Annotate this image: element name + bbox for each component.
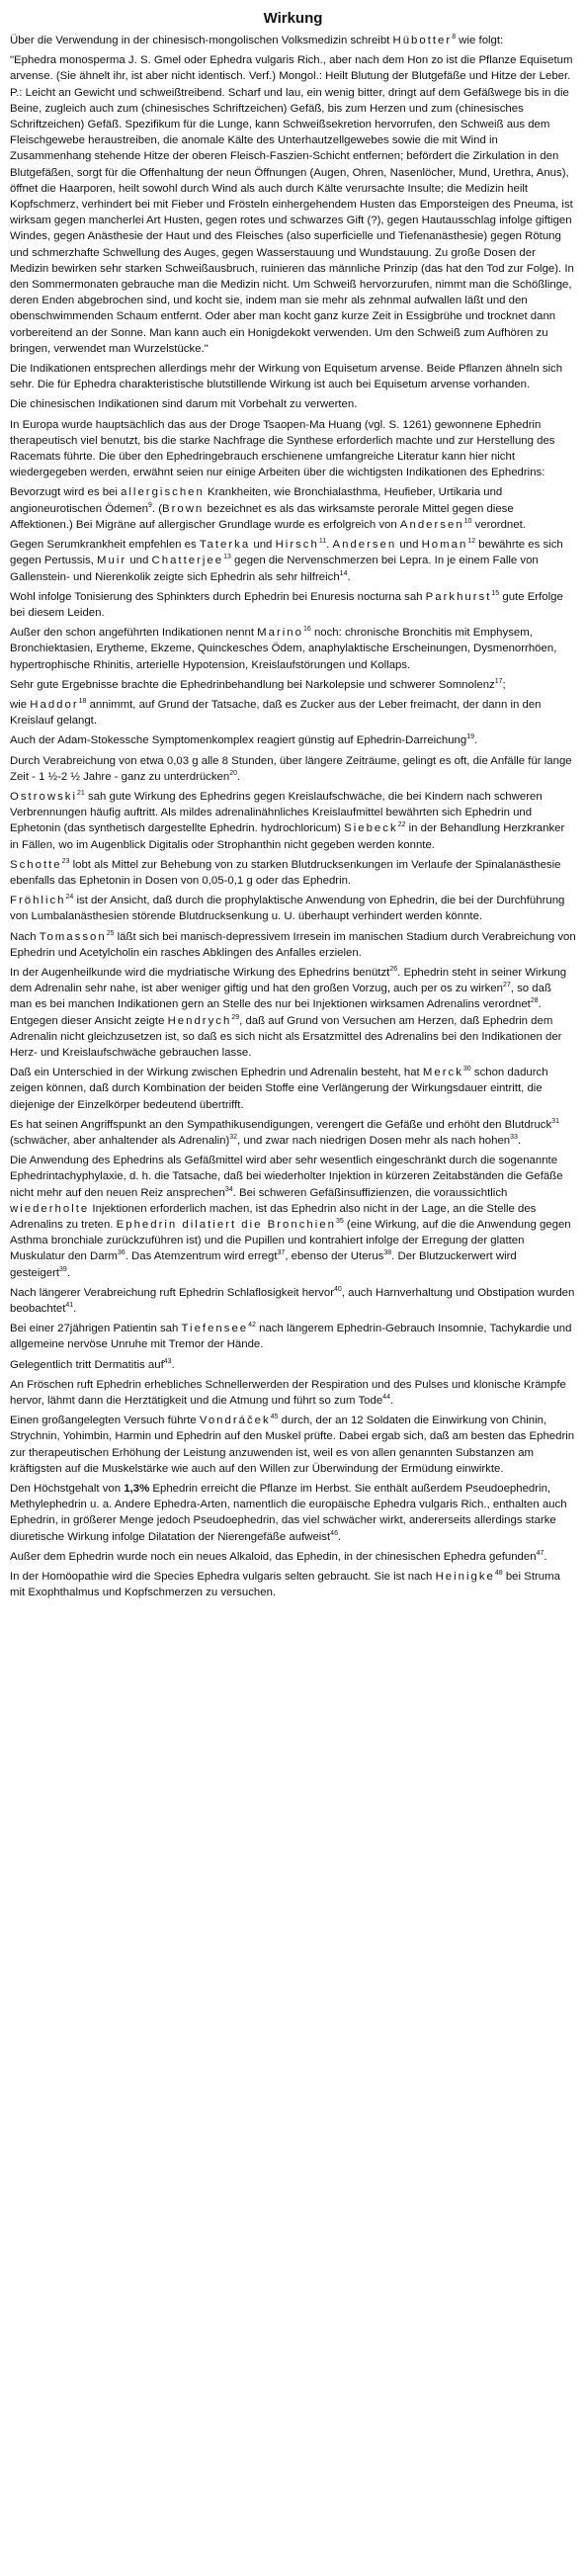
text: Wohl infolge Tonisierung des Sphinkters durch Ephedrin bei Enuresis nocturna sah [10, 590, 426, 603]
text: läßt sich bei manisch-depressivem Irresein im manischen Stadium durch Verabreichung von Ephedrin und Acetylcholin ein rasches Abklingen des Anfalles erzielen. [10, 930, 576, 959]
text: wie [10, 698, 31, 711]
author-name: Muir [97, 555, 127, 567]
footnote-ref: 43 [163, 1357, 172, 1365]
text: Gegen Serumkrankheit empfehlen es [10, 539, 200, 552]
text: . [171, 1358, 175, 1371]
footnote-ref: 17 [494, 677, 503, 685]
text: Außer den schon angeführten Indikationen nennt [10, 627, 258, 640]
text: Es hat seinen Angriffspunkt an den Sympathikusendigungen, verengert die Gefäße und erhöht den Blutdruck [10, 1118, 552, 1131]
paragraph-dosage [10, 753, 576, 785]
paragraph-content [10, 1481, 576, 1545]
text: . [517, 1135, 522, 1147]
text: . Bei schweren Gefäßinsuffizienzen, die voraussichtlich [232, 1186, 508, 1199]
footnote-ref: 25 [106, 929, 115, 937]
paragraph-insomnia [10, 1285, 576, 1317]
footnote-ref: 10 [463, 518, 472, 526]
text: in der Behandlung Herzkranker in Fällen, wo im Augenblick Digitalis oder Strophanthin nicht gegeben werden konnte. [10, 822, 565, 851]
text: Durch Verabreichung von etwa 0,03 g alle 8 Stunden, über längere Zeiträume, gelingt es oft, die Anfälle für lange Zeit - 1 ½-2 ½ Jahre - ganz zu unterdrücken [10, 754, 572, 783]
text: Die Anwendung des Ephedrins als Gefäßmittel wird aber sehr wesentlich eingeschränkt durch die sogenannte Ephedrintachyphylaxie, d. h. die Tatsache, daß bei wiederholter Injektion in kürzeren Zeitabständen die Gefäße nicht mehr auf den neuen Reiz ansprechen [10, 1155, 563, 1199]
footnote-ref: 8 [452, 34, 457, 42]
footnote-ref: 41 [65, 1302, 74, 1310]
text: verordnet. [471, 518, 526, 531]
text: . [544, 1550, 547, 1563]
text: gegen die Nervenschmerzen bei Lepra. In je einem Falle von Gallenstein- und Nierenkolik zeigte sich Ephedrin als sehr hilfreich [10, 555, 539, 583]
text: Bevorzugt wird es bei [10, 486, 122, 499]
text: , und zwar nach niedrigen Dosen mehr als nach hohen [237, 1135, 511, 1147]
text: Außer dem Ephedrin wurde noch ein neues Alkaloid, das Ephedin, in der chinesischen Ephedra gefunden [10, 1550, 537, 1563]
footnote-ref: 28 [530, 997, 539, 1005]
text: und [396, 539, 422, 552]
footnote-ref: 11 [318, 538, 327, 546]
paragraph-quote [10, 52, 576, 357]
text: Die chinesischen Indikationen sind darum mit Vorbehalt zu verwerten. [10, 398, 358, 411]
author-name: Parkhurst [425, 590, 492, 603]
page-title: Wirkung [263, 10, 323, 27]
text: (schwächer, aber anhaltender als Adrenalin) [10, 1135, 230, 1147]
footnote-ref: 48 [494, 1570, 503, 1578]
footnote-ref: 47 [536, 1550, 544, 1558]
paragraph-narcolepsy [10, 677, 576, 693]
footnote-ref: 12 [467, 538, 476, 546]
text: noch: chronische Bronchitis mit Emphysem, Bronchiektasien, Erytheme, Ekzeme, Quinckesches Ödem, anaphylaktische Erscheinungen, Dysmenorrhöen, hypertrophische Rhinitis, arterielle Hypotension, Kreislaufstörungen und Kollaps. [10, 627, 557, 671]
text: (eine Wirkung, auf die die Anwendung gegen Asthma bronchiale zurückzuführen ist) und die Pupillen und kontrahiert infolge der Erregung der glatten Muskulatur den Darm [10, 1219, 571, 1263]
text: Einen großangelegten Versuch führte [10, 1415, 200, 1427]
text: . [66, 1266, 70, 1279]
text: Den Höchstgehalt von [10, 1483, 125, 1496]
text: Über die Verwendung in der chinesisch-mongolischen Volksmedizin schreibt [10, 35, 393, 46]
footnote-ref: 42 [248, 1322, 256, 1330]
footnote-ref: 24 [65, 894, 74, 902]
paragraph-sympathicus [10, 1117, 576, 1149]
text: Bei einer 27jährigen Patientin sah [10, 1323, 182, 1335]
paragraph-adam-stokes [10, 732, 576, 748]
text: schon dadurch zeigen können, daß durch Kombination der beiden Stoffe eine Verlängerung der Wirkungsdauer eintritt, die diejenige der Einzelkörper bedeutend übertrifft. [10, 1067, 548, 1111]
author-name: Marino [257, 627, 303, 640]
text: nach längerem Ephedrin-Gebrauch Insomnie, Tachykardie und allgemeine nervöse Unruhe mit Tremor der Hände. [10, 1323, 572, 1351]
footnote-ref: 35 [335, 1218, 344, 1226]
text: . [237, 770, 241, 783]
footnote-ref: 9 [147, 501, 152, 509]
emphasis: Ephedrin dilatiert die Bronchien [116, 1219, 336, 1232]
text: ; [502, 678, 506, 691]
text: bezeichnet es als das wirksamste perorale Mittel gegen diese Affektionen.) Bei Migräne auf allergischer Grundlage wurde es erfolgreich von [10, 502, 514, 531]
author-name: Merck [422, 1067, 463, 1079]
text: . ( [151, 502, 162, 515]
text: , daß auf Grund von Versuchen am Herzen, daß Ephedrin dem Adrenalin nicht gleichzusetzen ist, so daß es sich nicht als Ersatzmittel des Adrenalins bei den Indikationen der Herz- und Kreislaufschwäche gebrauchen lasse. [10, 1014, 562, 1059]
emphasis: allergischen [121, 486, 205, 499]
text: gute Erfolge bei diesem Leiden. [10, 590, 563, 619]
author-name: Taterka [199, 539, 251, 552]
footnote-ref: 13 [223, 554, 231, 561]
paragraph-allergic [10, 484, 576, 533]
text: "Ephedra monosperma J. S. Gmel oder Ephedra vulgaris Rich., aber nach dem Hon zo ist die Pflanze Equisetum arvense. (Sie ähnelt ihr, ist aber nicht identisch. Verf.) Mongol.: Heilt Blutung der Blutgefäße und Hitze der Leber. P.: Leicht an Gewicht und schweißtreibend. Scharf und lau, ein wenig bitter, dringt auf dem Gefäßwege bis in die Beine, zugleich auch zum (chinesisches Schriftzeichen) Gefäß, bis zum Herzen und zum (chinesisches Schriftzeichen) Gefäß. Spezifikum für die Lunge, kann Schweißsekretion hervorrufen, den Schweiß aus dem Fleischgewebe heraustreiben, die anomale Kälte des Unterhautzellgewebes sowie die mit Wind in Zusammenhang stehende Hitze der oberen Fleisch-Faszien-Schicht entfernen; befördert die Zirkulation in den Blutgefäßen, sorgt für die Offenhaltung der neun Öffnungen (Augen, Ohren, Nasenlöcher, Mund, Urethra, Anus), öffnet die Haarporen, heilt sowohl durch Wind als auch durch Kälte verursachte Insulte; die Medizin heilt Kopfschmerz, verhindert bei mit Fieber und Frösteln einhergehendem Husten das Emporsteigen des Pneuma, ist wirksam gegen mancherlei Art Husten, gegen rotes und schwarzes Gift (?), gegen Hautausschlag infolge giftigen Windes, gegen Anästhesie der Haut und des Fleisches (also superficielle und Tiefenanästhesie) gegen Rötung und schmerzhafte Schwellung des Auges, gegen Wasserstauung und Wundstauung. Zu große Dosen der Medizin bewirken sehr starken Schweißausbruch, ruinieren das männliche Prinzip (das hat den Tod zur Folge). In den Sommermonaten gebrauche man die Medizin nicht. Um Schweiß hervorzurufen, nimmt man die Schößlinge, deren Enden abgebrochen sind, und kocht sie, indem man sie mehr als zehnmal aufwallen läßt und den obenschwimmenden Schaum entfernt. Oder aber man kocht ganz kurze Zeit in Essigbrühe und trocknet dann vorbereitend an der Sonne. Man kann auch ein Honigdekokt verwenden. Um den Schweiß zum Aufhören zu bringen, verwendet man Wurzelstücke." [10, 54, 574, 355]
footnote-ref: 32 [229, 1134, 238, 1142]
footnote-ref: 29 [231, 1013, 240, 1021]
author-name: Homan [421, 539, 468, 552]
paragraph-serum [10, 537, 576, 585]
author-name: Andersen [399, 518, 464, 531]
text: bei Struma mit Exophthalmus und Kopfschmerzen zu versuchen. [10, 1571, 560, 1599]
footnote-ref: 19 [466, 733, 474, 741]
text: , auch Harnverhaltung und Obstipation wurden beobachtet [10, 1286, 575, 1316]
author-name: Hirsch [275, 539, 319, 552]
paragraph-ostrowski [10, 789, 576, 853]
footnote-ref: 38 [383, 1249, 392, 1257]
footnote-ref: 40 [333, 1286, 342, 1294]
paragraph-indications [10, 361, 576, 392]
author-name: Heinigke [435, 1571, 495, 1584]
paragraph-haddor [10, 697, 576, 729]
author-name: Chatterjee [151, 555, 224, 567]
text: Nach längerer Verabreichung ruft Ephedrin Schlaflosigkeit hervor [10, 1286, 334, 1299]
text: durch, der an 12 Soldaten die Einwirkung von Chinin, Strychnin, Yohimbin, Harmin und Ephedrin auf den Muskel prüfte. Dabei ergab sich, daß am besten das Ephedrin zur therapeutischen Erhöhung der Leistung anzuwenden ist, weil es von allen genannten Substanzen am kräftigsten auf die Muskelstärke wie auch auf den Willen zur Überwindung der Ermüdung einwirkte. [10, 1415, 575, 1475]
footnote-ref: 37 [277, 1249, 286, 1257]
footnote-ref: 45 [270, 1414, 279, 1421]
footnote-ref: 33 [510, 1134, 518, 1142]
text: , ebenso der Uterus [285, 1250, 384, 1263]
paragraph-caveat [10, 396, 576, 412]
text: In der Augenheilkunde wird die mydriatische Wirkung des Ephedrins benützt [10, 966, 390, 979]
paragraph-schotte [10, 857, 576, 889]
paragraph-froehlich [10, 893, 576, 924]
text: Injektionen erforderlich machen, ist das Ephedrin also nicht in der Lage, an die Stelle des Adrenalins zu treten. [10, 1202, 537, 1232]
paragraph-ophthalmology [10, 965, 576, 1061]
paragraph-homeopathy [10, 1569, 576, 1600]
text: . Der Blutzuckerwert wird gesteigert [10, 1250, 517, 1279]
author-name: Vondráček [199, 1415, 271, 1427]
paragraph-merck [10, 1065, 576, 1113]
text: An Fröschen ruft Ephedrin erhebliches Schnellerwerden der Respiration und des Pulses und klonische Krämpfe hervor, lähmt dann die Herztätigkeit und die Atmung und führt so zum Tode [10, 1378, 566, 1408]
author-name: Ostrowski [10, 790, 77, 803]
text: . [389, 1395, 394, 1408]
text: . [326, 539, 333, 552]
text: . [347, 570, 351, 583]
footnote-ref: 23 [61, 857, 70, 865]
text: bewährte es sich gegen Pertussis, [10, 539, 563, 567]
footnote-ref: 36 [117, 1249, 126, 1257]
text: . [337, 1530, 342, 1543]
text: und [250, 539, 276, 552]
text: Daß ein Unterschied in der Wirkung zwischen Ephedrin und Adrenalin besteht, hat [10, 1067, 423, 1079]
footnote-ref: 30 [462, 1066, 471, 1073]
footnote-ref: 22 [397, 821, 406, 829]
footnote-ref: 16 [302, 626, 311, 634]
footnote-ref: 21 [77, 790, 85, 798]
author-name: Hübotter [392, 35, 453, 46]
author-name: Tiefensee [181, 1323, 249, 1335]
author-name: Andersen [332, 539, 397, 552]
text: ist der Ansicht, daß durch die prophylaktische Anwendung von Ephedrin, die bei der Durchführung von Lumbalanästhesien störende Blutdrucksenkung u. U. überhaupt verhindert werden könnte. [10, 895, 565, 923]
author-name: Schotte [10, 858, 62, 871]
footnote-ref: 18 [78, 698, 87, 706]
paragraph-marino [10, 625, 576, 673]
paragraph-enuresis [10, 589, 576, 621]
emphasis: wiederholte [10, 1202, 90, 1215]
author-name: Tomasson [39, 930, 107, 943]
text: Ephedrin erreicht die Pflanze im Herbst. Sie enthält außerdem Pseudoephedrin, Methylephedrin u. a. Andere Ephedra-Arten, namentlich die europäische Ephedra vulgaris Rich., enthalten auch Ephedrin, in größerer Menge jedoch Pseudoephedrin, das viel schwächer wirkt, andererseits allerdings starke diuretische Wirkung infolge Dilatation der Nierengefäße aufweist [10, 1483, 567, 1543]
text: In Europa wurde hauptsächlich das aus der Droge Tsaopen-Ma Huang (vgl. S. 1261) gewonnene Ephedrin therapeutisch viel benutzt, bis die starke Nachfrage die Synthese erforderlich machte und zur Herstellung des Racemats führte. Die über den Ephedringebrauch erschienene umfangreiche Literatur kann hier nicht wiedergegeben werden, erwähnt seien nur einige Arbeiten über die wichtigsten Indikationen des Ephedrins: [10, 418, 555, 479]
text: Sehr gute Ergebnisse brachte die Ephedrinbehandlung bei Narkolepsie und schwerer Somnolenz [10, 678, 495, 691]
text: und [126, 555, 152, 567]
footnote-ref: 46 [330, 1529, 338, 1537]
paragraph-dermatitis [10, 1357, 576, 1373]
text: In der Homöopathie wird die Species Ephedra vulgaris selten gebraucht. Sie ist nach [10, 1571, 436, 1584]
text: sah gute Wirkung des Ephedrins gegen Kreislaufschwäche, die bei Kindern nach schweren Verbrennungen häufig auftritt. Als mildes adrenalinähnliches Kreislaufmittel bewährten sich Ephedrin und Ephetonin (das synthetisch dargestellte Ephedrin. hydrochloricum) [10, 790, 543, 835]
text: . Ephedrin steht in seiner Wirkung dem Adrenalin sehr nahe, ist aber weniger giftig und hat den großen Vorzug, auch per os zu wirken [10, 966, 567, 995]
paragraph-tiefensee [10, 1321, 576, 1352]
author-name: Haddor [30, 698, 79, 711]
paragraph-intro [10, 33, 576, 48]
footnote-ref: 27 [502, 982, 511, 989]
text: Die Indikationen entsprechen allerdings mehr der Wirkung von Equisetum arvense. Beide Pflanzen ähneln sich sehr. Die für Ephedra charakteristische blutstillende Wirkung ist auch bei Equisetum arvense vorhanden. [10, 363, 563, 391]
footnote-ref: 14 [339, 569, 348, 577]
footnote-ref: 39 [59, 1265, 67, 1273]
footnote-ref: 31 [551, 1118, 559, 1125]
paragraph-tachyphylaxis [10, 1153, 576, 1281]
text: Gelegentlich tritt Dermatitis auf [10, 1358, 164, 1371]
text: annimmt, auf Grund der Tatsache, daß es Zucker aus der Leber freimacht, der dann in den Kreislauf gelangt. [10, 698, 542, 728]
text: wie folgt: [456, 35, 504, 46]
author-name: Brown [161, 502, 205, 515]
text: Nach [10, 930, 40, 943]
paragraph-europe [10, 417, 576, 481]
paragraph-ephedin [10, 1549, 576, 1565]
author-name: Fröhlich [10, 895, 66, 907]
footnote-ref: 15 [491, 589, 500, 597]
author-name: Siebeck [344, 822, 398, 835]
text: Krankheiten, wie Bronchialasthma, Heufieber, Urtikaria und angioneurotischen Ödemen [10, 486, 503, 515]
text: , so daß man es bei manchen Indikationen gern an Stelle des nur bei Injektionen wirksamen Adrenalins verordnet [10, 983, 551, 1011]
text: . Das Atemzentrum wird erregt [125, 1250, 278, 1263]
footnote-ref: 44 [382, 1394, 390, 1402]
footnote-ref: 26 [389, 966, 398, 974]
text: . [474, 734, 478, 747]
paragraph-frogs [10, 1377, 576, 1409]
text: . Entgegen dieser Ansicht zeigte [10, 998, 542, 1027]
text: lobt als Mittel zur Behebung von zu starken Blutdrucksenkungen im Verlaufe der Spinalanästhesie ebenfalls das Ephetonin in Dosen von 0,05-0,1 g oder das Ephedrin. [10, 858, 561, 887]
footnote-ref: 20 [229, 769, 238, 777]
bold-value: 1,3% [124, 1483, 150, 1496]
paragraph-vondracek [10, 1413, 576, 1477]
text: . [73, 1303, 77, 1316]
footnote-ref: 34 [224, 1185, 233, 1193]
paragraph-tomasson [10, 929, 576, 961]
author-name: Hendrych [167, 1014, 232, 1027]
text: Auch der Adam-Stokessche Symptomenkomplex reagiert günstig auf Ephedrin-Darreichung [10, 734, 467, 747]
